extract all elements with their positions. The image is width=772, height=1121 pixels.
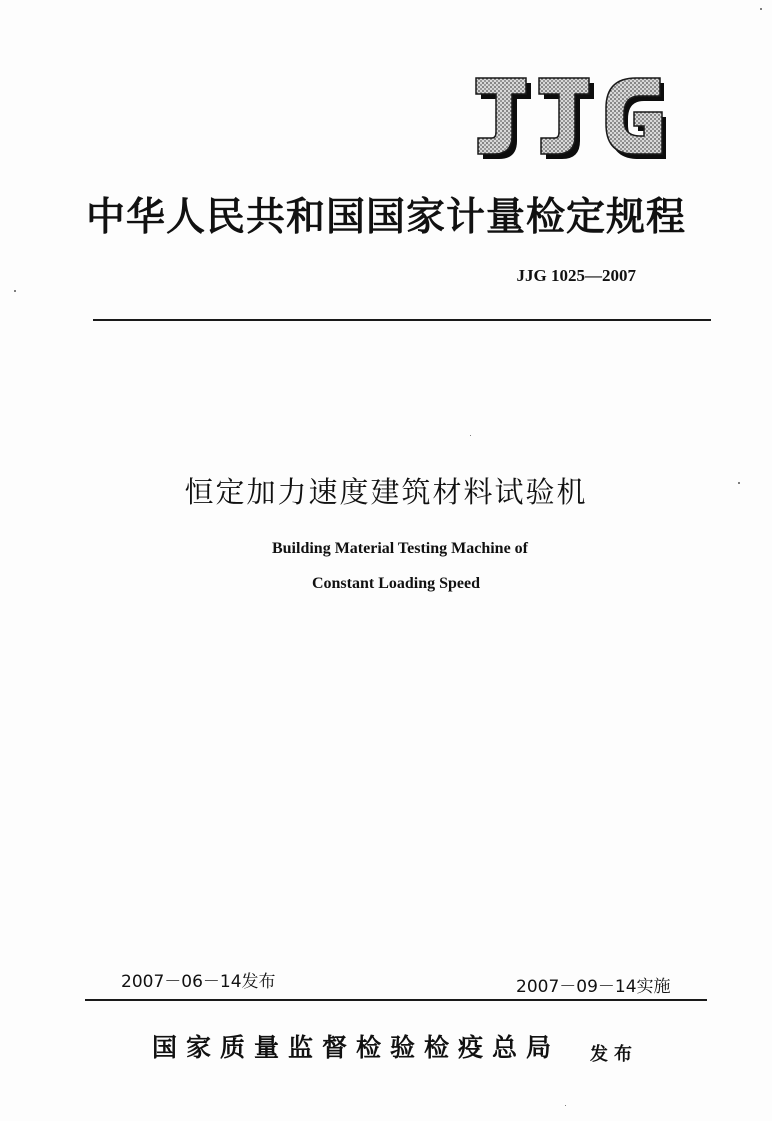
scan-speck bbox=[738, 482, 740, 484]
series-title: 中华人民共和国国家计量检定规程 bbox=[85, 194, 686, 240]
logo-text: JJG bbox=[470, 74, 472, 75]
scan-speck bbox=[470, 435, 471, 436]
standard-number: JJG 1025—2007 bbox=[516, 266, 636, 285]
jjg-logo-graphic bbox=[470, 74, 672, 160]
publish-label: 发布 bbox=[590, 1044, 638, 1065]
issue-date: 2007－06－14发布 bbox=[121, 972, 276, 992]
scan-speck bbox=[565, 1105, 566, 1106]
scan-speck bbox=[14, 290, 16, 292]
document-title-english-line2: Constant Loading Speed bbox=[311, 575, 481, 592]
top-divider bbox=[93, 319, 711, 321]
jjg-logo bbox=[470, 74, 672, 160]
implementation-date: 2007－09－14实施 bbox=[516, 977, 671, 997]
bottom-divider bbox=[85, 999, 707, 1001]
scan-speck bbox=[760, 8, 762, 10]
publisher-name: 国家质量监督检验检疫总局 bbox=[152, 1033, 561, 1062]
document-title-english-line1: Building Material Testing Machine of bbox=[271, 540, 528, 557]
document-title-chinese: 恒定加力速度建筑材料试验机 bbox=[184, 475, 588, 509]
